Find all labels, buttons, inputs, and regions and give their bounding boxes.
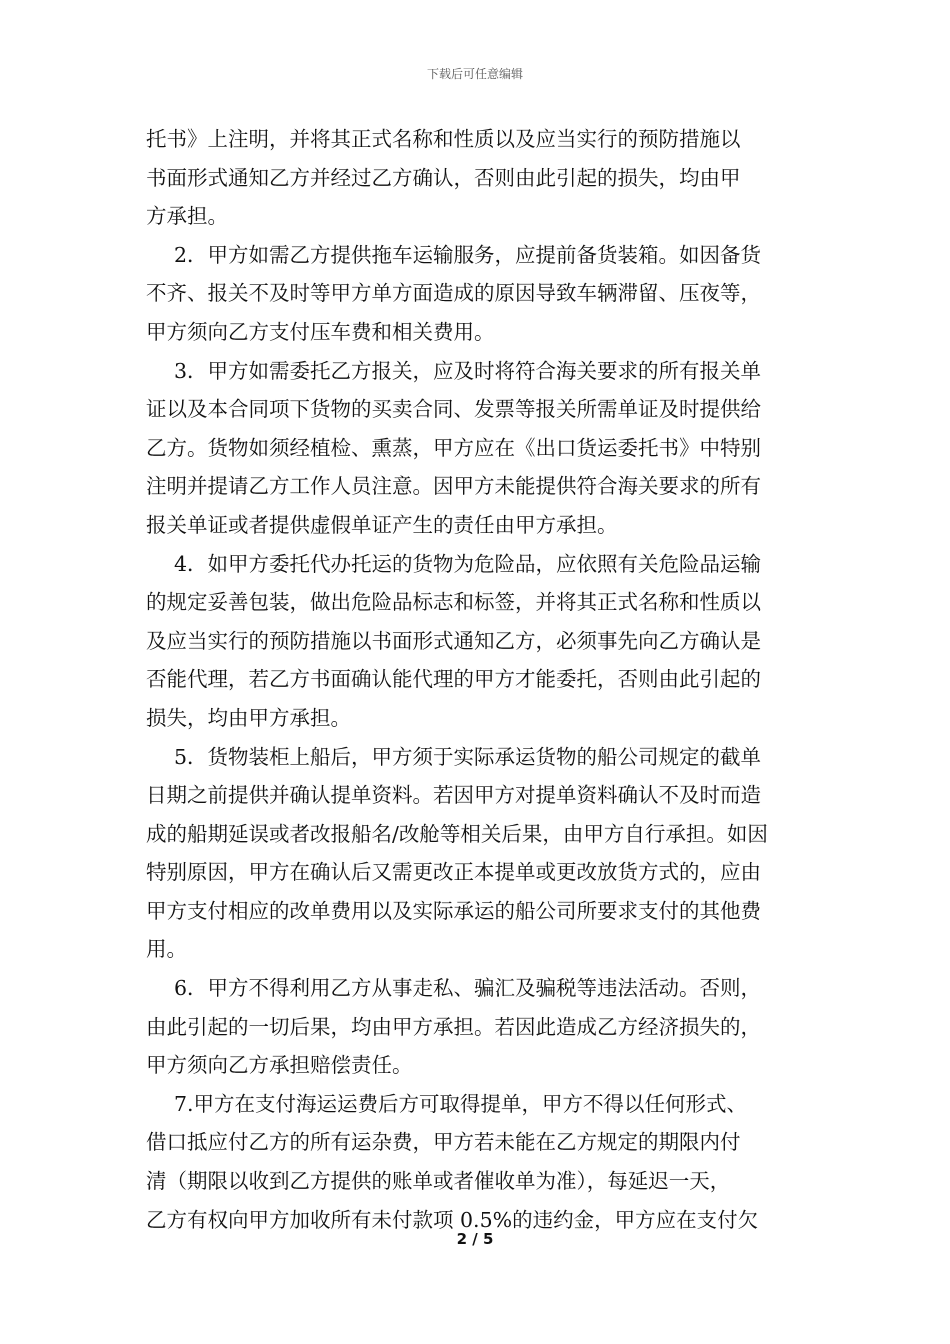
text-line: 否能代理，若乙方书面确认能代理的甲方才能委托，否则由此引起的	[146, 667, 761, 692]
text-line: 注明并提请乙方工作人员注意。因甲方未能提供符合海关要求的所有	[146, 474, 761, 499]
paragraph-clause-6	[146, 969, 806, 1085]
text-line: 由此引起的一切后果，均由甲方承担。若因此造成乙方经济损失的，	[146, 1014, 761, 1039]
paragraph-continuation	[146, 120, 806, 236]
page-header: 下载后可任意编辑	[426, 67, 523, 81]
text-line: 特别原因，甲方在确认后又需更改正本提单或更改放货方式的，应由	[146, 860, 761, 885]
text-line: 清（期限以收到乙方提供的账单或者催收单为准），每延迟一天，	[146, 1169, 731, 1194]
text-line: 成的船期延误或者改报船名/改舱等相关后果，由甲方自行承担。如因	[146, 821, 768, 846]
text-line: 日期之前提供并确认提单资料。若因甲方对提单资料确认不及时而造	[146, 783, 761, 808]
text-line: 乙方。货物如须经植检、熏蒸，甲方应在《出口货运委托书》中特别	[146, 435, 761, 460]
paragraph-clause-4	[146, 545, 806, 738]
text-line: 6．甲方不得利用乙方从事走私、骗汇及骗税等违法活动。否则，	[174, 976, 762, 1001]
page-number: 2 / 5	[456, 1230, 494, 1248]
text-line: 甲方须向乙方支付压车费和相关费用。	[146, 319, 495, 344]
paragraph-clause-5	[146, 738, 806, 970]
text-line: 损失，均由甲方承担。	[146, 705, 351, 730]
text-line: 5．货物装柜上船后，甲方须于实际承运货物的船公司规定的截单	[174, 744, 762, 769]
text-line: 的规定妥善包装，做出危险品标志和标签，并将其正式名称和性质以	[146, 590, 761, 615]
text-line: 报关单证或者提供虚假单证产生的责任由甲方承担。	[146, 512, 618, 537]
text-line: 托书》上注明，并将其正式名称和性质以及应当实行的预防措施以	[146, 127, 741, 151]
document-body	[146, 120, 806, 1239]
text-line: 用。	[146, 937, 187, 962]
paragraph-clause-2	[146, 236, 806, 352]
text-line: 证以及本合同项下货物的买卖合同、发票等报关所需单证及时提供给	[146, 397, 761, 422]
text-line: 甲方须向乙方承担赔偿责任。	[146, 1053, 413, 1078]
paragraph-clause-7	[146, 1085, 806, 1239]
text-line: 4．如甲方委托代办托运的货物为危险品，应依照有关危险品运输	[174, 551, 762, 576]
text-line: 2．甲方如需乙方提供拖车运输服务，应提前备货装箱。如因备货	[174, 242, 762, 267]
text-line: 不齐、报关不及时等甲方单方面造成的原因导致车辆滞留、压夜等，	[146, 281, 761, 306]
text-line: 及应当实行的预防措施以书面形式通知乙方，必须事先向乙方确认是	[146, 628, 761, 653]
text-line: 甲方支付相应的改单费用以及实际承运的船公司所要求支付的其他费	[146, 898, 761, 923]
text-line: 3．甲方如需委托乙方报关，应及时将符合海关要求的所有报关单	[174, 358, 762, 383]
text-line: 方承担。	[146, 204, 228, 229]
text-line: 书面形式通知乙方并经过乙方确认，否则由此引起的损失，均由甲	[146, 165, 741, 190]
text-line: 借口抵应付乙方的所有运杂费，甲方若未能在乙方规定的期限内付	[146, 1130, 741, 1155]
text-line: 7.甲方在支付海运运费后方可取得提单，甲方不得以任何形式、	[174, 1091, 748, 1116]
paragraph-clause-3	[146, 352, 806, 545]
text-line: 乙方有权向甲方加收所有未付款项 0.5%的违约金，甲方应在支付欠	[146, 1207, 759, 1232]
